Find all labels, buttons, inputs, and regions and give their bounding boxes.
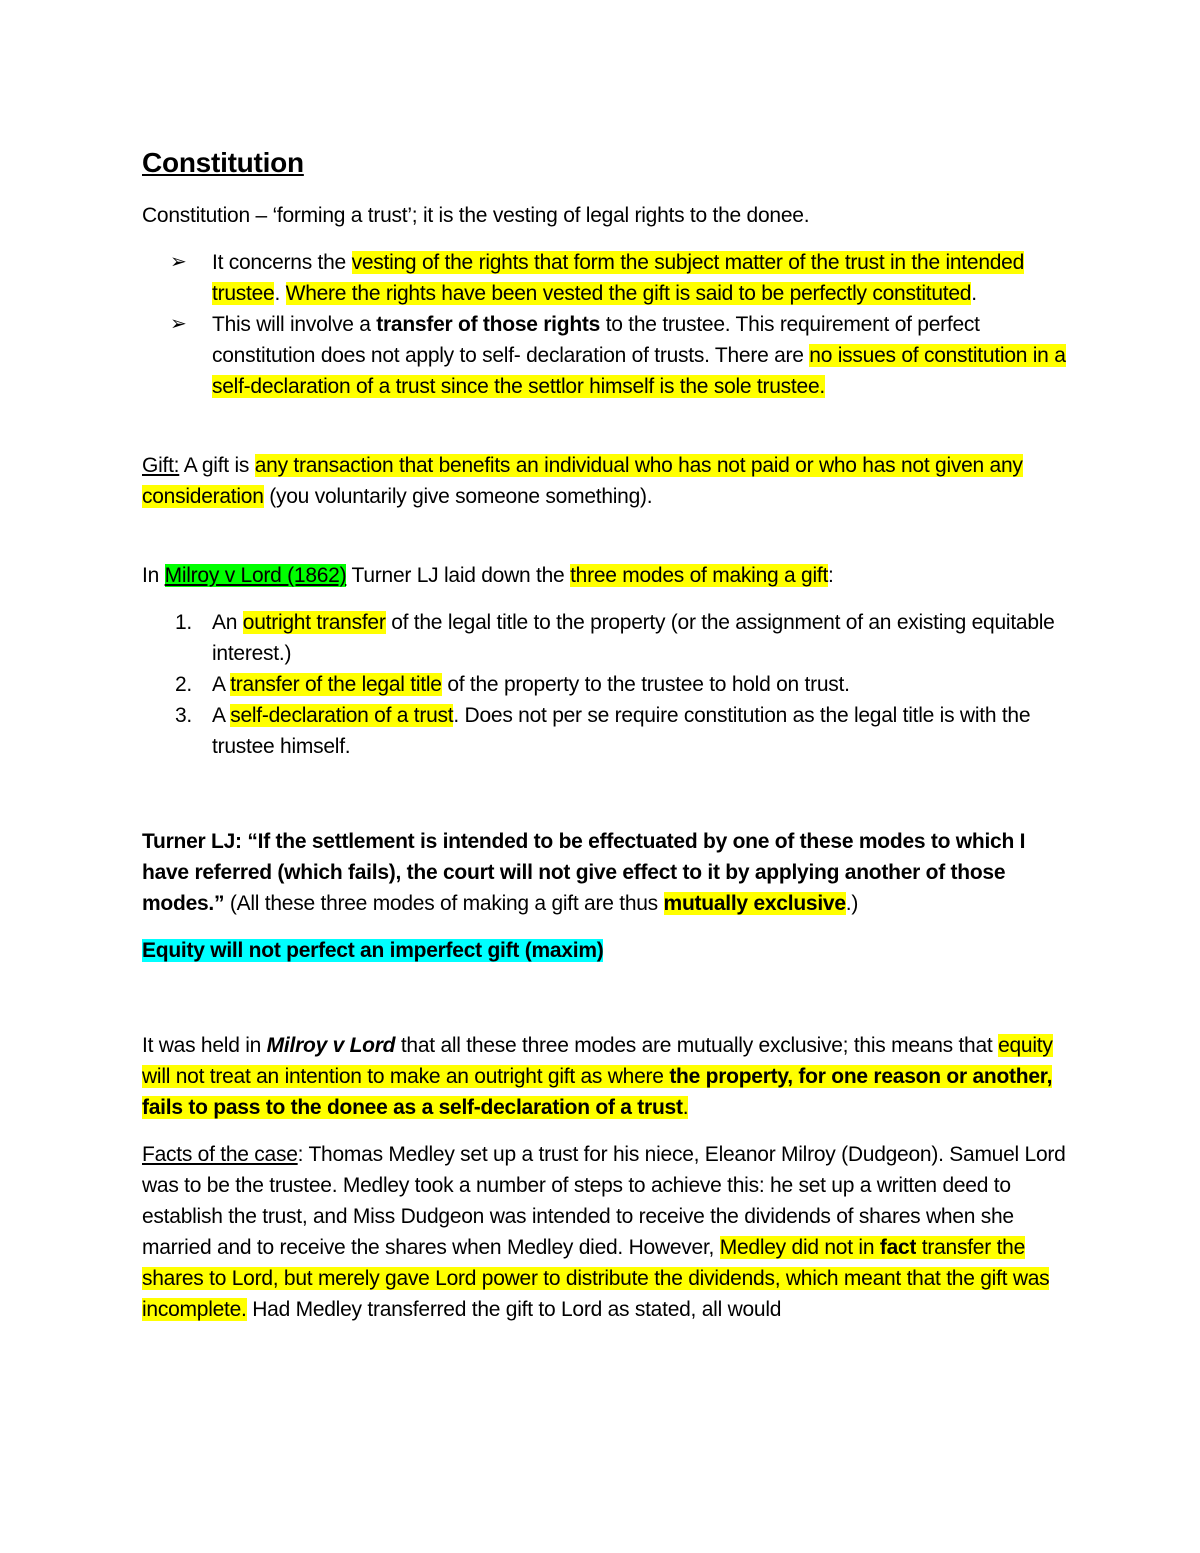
facts-label: Facts of the case bbox=[142, 1143, 298, 1166]
bullet-text: It concerns the bbox=[212, 251, 352, 274]
bullet-text: . bbox=[971, 282, 977, 305]
modes-list bbox=[142, 607, 1072, 762]
held-text: It was held in bbox=[142, 1034, 267, 1057]
highlight-gift-definition: any transaction that benefits an individual who has not paid or who has not given any consideration bbox=[142, 454, 1023, 508]
quote-text: (All these three modes of making a gift are thus bbox=[224, 892, 664, 915]
highlight-fact: fact bbox=[879, 1236, 917, 1259]
document-page bbox=[142, 144, 1072, 1341]
mode-text: of the property to the trustee to hold on trust. bbox=[441, 673, 850, 696]
intro-text: Constitution – ‘forming a trust’; it is the vesting of legal rights to the donee. bbox=[142, 204, 810, 227]
case-name-italic: Milroy v Lord bbox=[266, 1034, 396, 1057]
bullet-text: This will involve a bbox=[212, 313, 377, 336]
mode-item bbox=[175, 700, 1072, 762]
list-number: 3. bbox=[175, 704, 193, 727]
milroy-text: In bbox=[142, 564, 165, 587]
turner-quote: Turner LJ: “If the settlement is intended to be effectuated by one of these modes to which I have referred (which fails), the court will not give effect to it by applying another of those modes.” bbox=[142, 830, 1026, 915]
facts-text: Had Medley transferred the gift to Lord as stated, all would bbox=[246, 1298, 782, 1321]
highlight-three-modes: three modes of making a gift bbox=[570, 564, 829, 587]
spacer bbox=[142, 982, 1072, 1030]
intro-paragraph bbox=[142, 200, 1072, 231]
held-text: that all these three modes are mutually exclusive; this means that bbox=[395, 1034, 999, 1057]
bullet-text: . bbox=[274, 282, 286, 305]
highlight-property-fails: the property, for one reason or another, fails to pass to the donee as a self-declaration of a trust bbox=[142, 1065, 1053, 1119]
gift-text: A gift is bbox=[179, 454, 255, 477]
mode-item bbox=[175, 607, 1072, 669]
maxim-text: Equity will not perfect an imperfect gift (maxim) bbox=[142, 939, 604, 962]
spacer bbox=[142, 528, 1072, 560]
highlight-self-declaration: self-declaration of a trust bbox=[230, 704, 454, 727]
case-name-milroy: Milroy v Lord (1862) bbox=[164, 564, 347, 587]
highlight-transfer-legal-title: transfer of the legal title bbox=[230, 673, 442, 696]
highlight-vesting: vesting of the rights that form the subject matter of the trust in the intended trustee bbox=[212, 251, 1025, 305]
highlight-period: . bbox=[682, 1096, 689, 1119]
quote-text: .) bbox=[845, 892, 859, 915]
mode-text: A bbox=[212, 704, 231, 727]
held-paragraph bbox=[142, 1030, 1072, 1123]
mode-text: A bbox=[212, 673, 231, 696]
mode-text: of the legal title to the property (or the assignment of an existing equitable interest.) bbox=[212, 611, 1055, 665]
milroy-paragraph bbox=[142, 560, 1072, 591]
quote-paragraph bbox=[142, 826, 1072, 919]
maxim-paragraph bbox=[142, 935, 1072, 966]
milroy-text: : bbox=[828, 564, 834, 587]
mode-item bbox=[175, 669, 1072, 700]
highlight-no-issues: no issues of constitution in a self-declaration of a trust since the settlor himself is the sole trustee. bbox=[212, 344, 1066, 398]
arrow-bullet-icon: ➢ bbox=[170, 313, 187, 335]
spacer bbox=[142, 778, 1072, 826]
arrow-bullet-icon: ➢ bbox=[170, 251, 187, 273]
highlight-medley-did-not: Medley did not in bbox=[719, 1236, 880, 1259]
facts-paragraph bbox=[142, 1139, 1072, 1325]
milroy-text: Turner LJ laid down the bbox=[346, 564, 571, 587]
highlight-equity-intention: equity will not treat an intention to make an outright gift as where bbox=[142, 1034, 1053, 1088]
list-number: 2. bbox=[175, 673, 193, 696]
facts-text: : Thomas Medley set up a trust for his niece, Eleanor Milroy (Dudgeon). Samuel Lord was to be the trustee. Medley took a number of steps to achieve this: he set up a written deed to establish the trust, and Miss Dudgeon was intended to receive the dividends of shares when she married and to receive the shares when Medley died. However, bbox=[142, 1143, 1066, 1259]
spacer bbox=[142, 418, 1072, 450]
bold-transfer-rights: transfer of those rights bbox=[376, 313, 601, 336]
mode-text: . Does not per se require constitution as the legal title is with the trustee himself. bbox=[212, 704, 1031, 758]
mode-text: An bbox=[212, 611, 243, 634]
highlight-outright-transfer: outright transfer bbox=[242, 611, 386, 634]
list-number: 1. bbox=[175, 611, 193, 634]
gift-text: (you voluntarily give someone something). bbox=[263, 485, 653, 508]
highlight-mutually-exclusive: mutually exclusive bbox=[663, 892, 846, 915]
gift-label: Gift: bbox=[142, 454, 180, 477]
gift-paragraph bbox=[142, 450, 1072, 512]
bullet-transfer bbox=[170, 309, 1072, 402]
page-title: Constitution bbox=[142, 147, 304, 178]
bullet-vesting bbox=[170, 247, 1072, 309]
bullet-text: to the trustee. This requirement of perfect constitution does not apply to self- declaration of trusts. There are bbox=[212, 313, 980, 367]
constitution-bullet-list bbox=[142, 247, 1072, 402]
highlight-gift-incomplete: transfer the shares to Lord, but merely gave Lord power to distribute the dividends, which meant that the gift was incomplete. bbox=[142, 1236, 1050, 1321]
highlight-perfectly-constituted: Where the rights have been vested the gift is said to be perfectly constituted bbox=[285, 282, 972, 305]
